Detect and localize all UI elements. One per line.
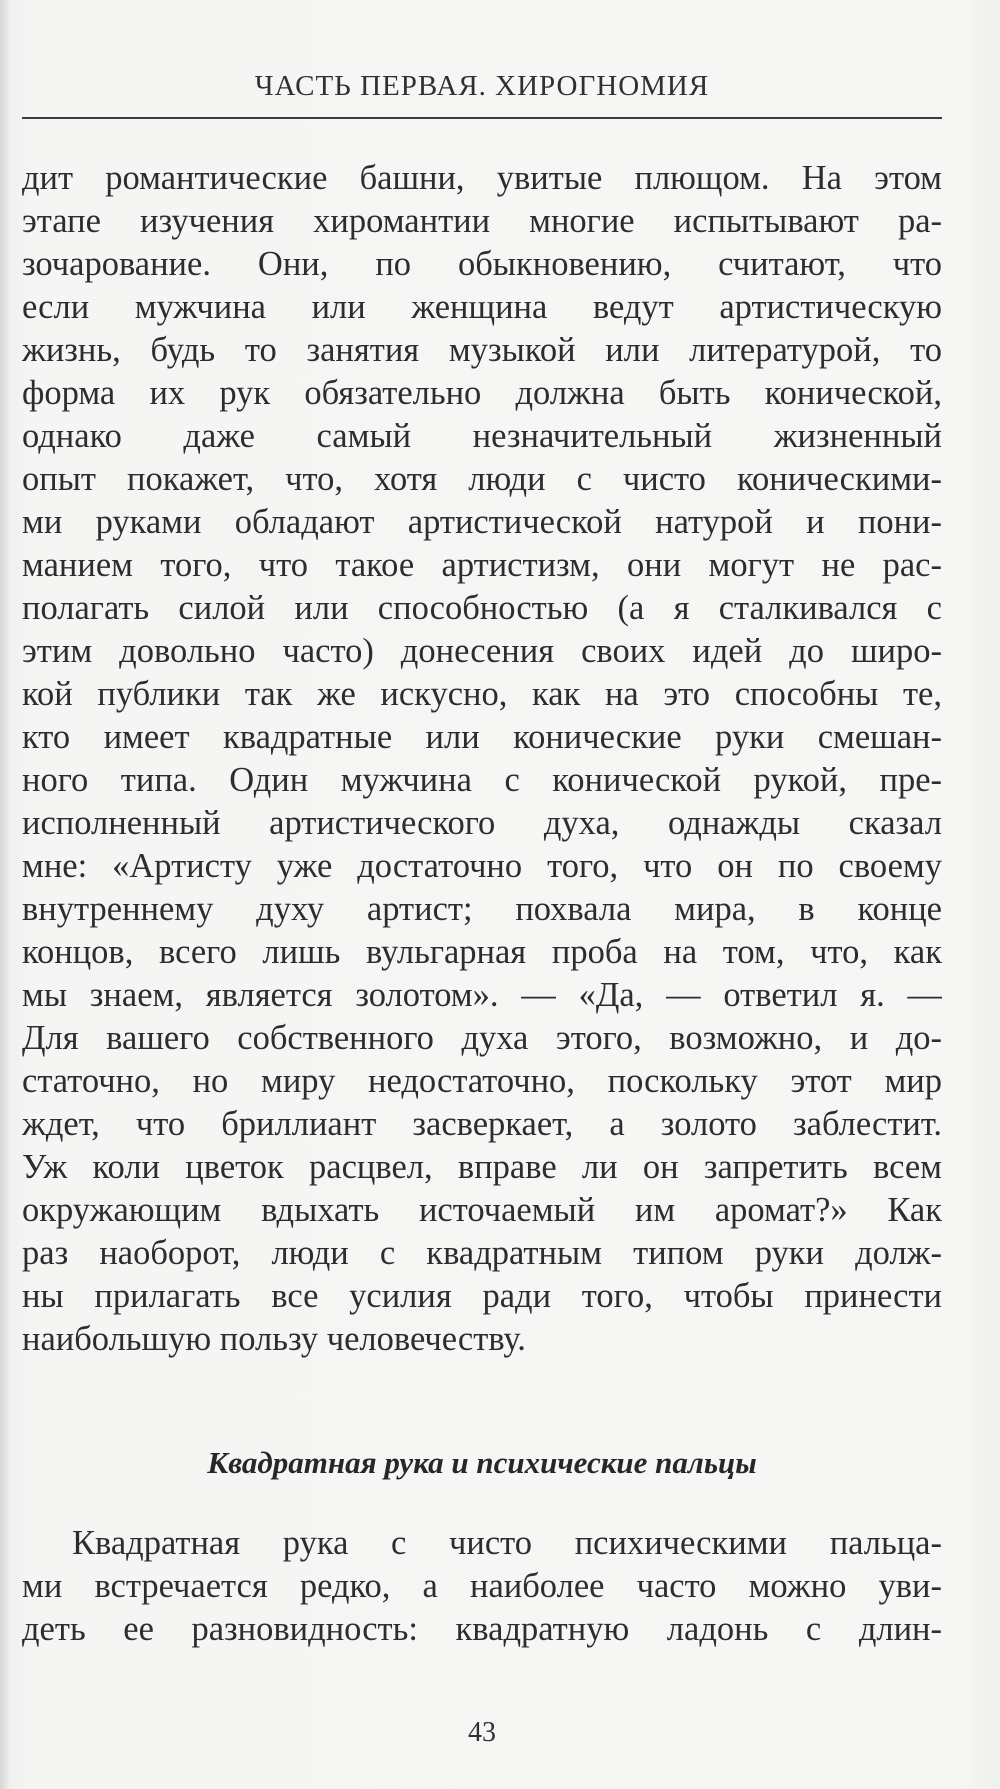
text-line: раз наоборот, люди с квадратным типом руки долж- (22, 1234, 942, 1272)
text-line: ми руками обладают артистической натурой и пони- (22, 503, 942, 541)
text-line: Уж коли цветок расцвел, вправе ли он запретить всем (22, 1148, 942, 1186)
text-line: жизнь, будь то занятия музыкой или литературой, то (22, 331, 942, 369)
text-line: ждет, что бриллиант засверкает, а золото заблестит. (22, 1105, 942, 1143)
text-line: этим довольно часто) донесения своих идей до широ- (22, 632, 942, 670)
binding-shadow (0, 0, 10, 1789)
text-line: форма их рук обязательно должна быть конической, (22, 374, 942, 412)
section-heading: Квадратная рука и психические пальцы (207, 1445, 757, 1480)
text-line: наибольшую пользу человечеству. (22, 1320, 526, 1358)
text-line: этапе изучения хиромантии многие испытывают ра- (22, 202, 942, 240)
body-paragraph (22, 157, 942, 1361)
text-line: зочарование. Они, по обыкновению, считают, что (22, 245, 942, 283)
text-line: Для вашего собственного духа этого, возможно, и до- (22, 1019, 942, 1057)
text-line: исполненный артистического духа, однажды сказал (22, 804, 942, 842)
text-line: манием того, что такое артистизм, они могут не рас- (22, 546, 942, 584)
text-line: если мужчина или женщина ведут артистическую (22, 288, 942, 326)
text-line: кой публики так же искусно, как на это способны те, (22, 675, 942, 713)
text-line: мы знаем, является золотом». — «Да, — ответил я. — (22, 976, 942, 1014)
text-line: ми встречается редко, а наиболее часто можно уви- (22, 1567, 942, 1605)
text-line: внутреннему духу артист; похвала мира, в конце (22, 890, 942, 928)
text-line: окружающим вдыхать источаемый им аромат?» Как (22, 1191, 942, 1229)
text-line: концов, всего лишь вульгарная проба на том, что, как (22, 933, 942, 971)
text-line: ны прилагать все усилия ради того, чтобы принести (22, 1277, 942, 1315)
text-line: полагать силой или способностью (а я сталкивался с (22, 589, 942, 627)
text-line: кто имеет квадратные или конические руки смешан- (22, 718, 942, 756)
text-line: опыт покажет, что, хотя люди с чисто коническими- (22, 460, 942, 498)
text-line: ного типа. Один мужчина с конической рукой, пре- (22, 761, 942, 799)
text-line: статочно, но миру недостаточно, поскольку этот мир (22, 1062, 942, 1100)
text-line: Квадратная рука с чисто психическими пальца- (72, 1524, 942, 1562)
page-number: 43 (468, 1717, 496, 1748)
section-paragraph (22, 1522, 942, 1651)
text-line: мне: «Артисту уже достаточно того, что он по своему (22, 847, 942, 885)
text-line: дит романтические башни, увитые плющом. На этом (22, 159, 942, 197)
text-line: однако даже самый незначительный жизненный (22, 417, 942, 455)
text-line: деть ее разновидность: квадратную ладонь с длин- (22, 1610, 942, 1648)
header-rule (22, 117, 942, 119)
running-header: ЧАСТЬ ПЕРВАЯ. ХИРОГНОМИЯ (254, 70, 710, 102)
